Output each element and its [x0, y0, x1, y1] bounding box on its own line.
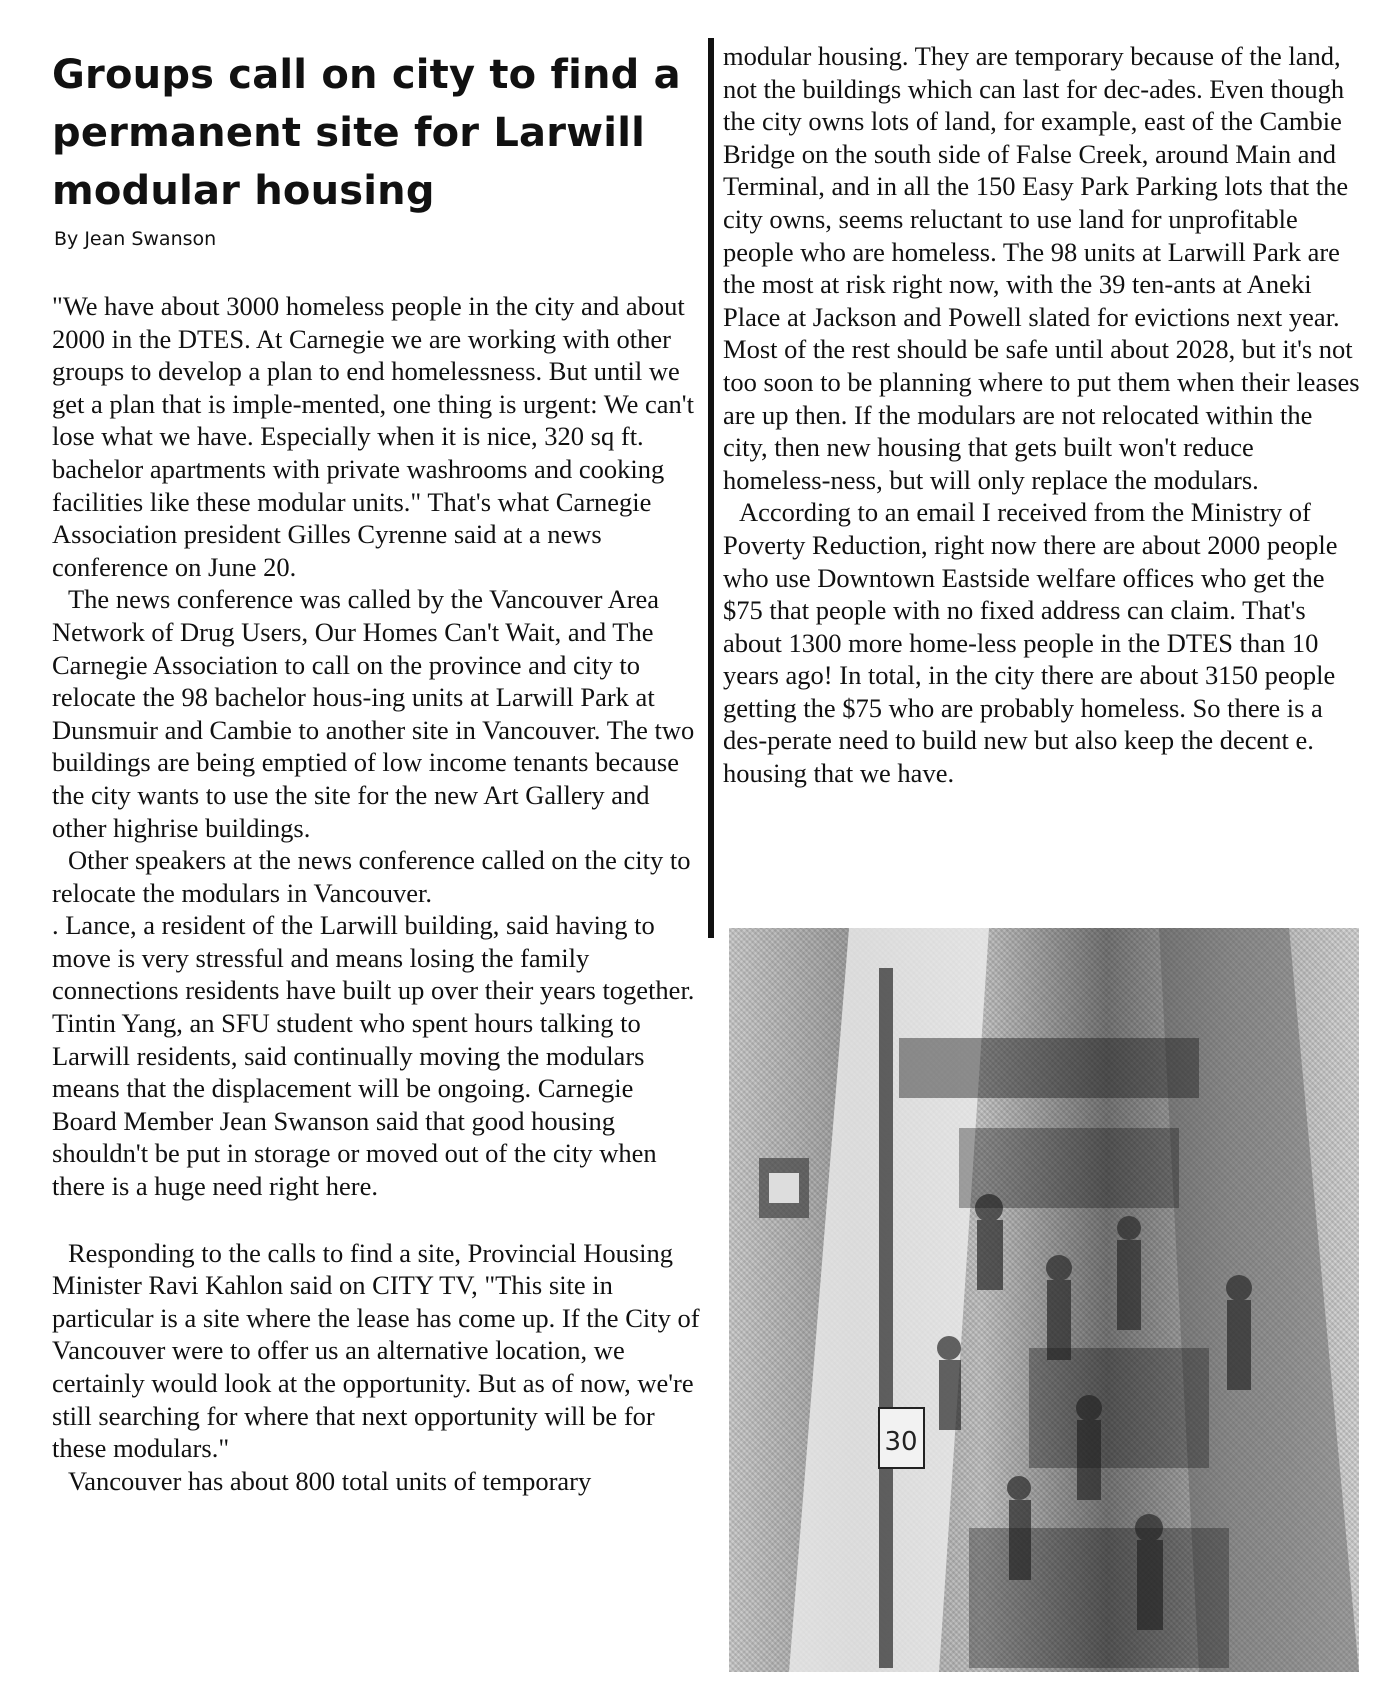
headline-line-1: Groups call on city to find a	[52, 52, 681, 98]
paragraph-lance-tintin: . Lance, a resident of the Larwill building, said having to move is very stressful and means losing the family connections residents have built up over their years together. Tintin Yang, an SFU student who spent hours talking to Larwill residents, said continually moving the modulars means that the displacement will be ongoing. Carnegie Board Member Jean Swanson said that good housing shouldn't be put in storage or moved out of the city when there is a huge need right here.	[52, 910, 695, 1202]
paragraph-other-speakers: Other speakers at the news conference called on the city to relocate the modulars in Vancouver.	[52, 845, 691, 908]
headline	[52, 46, 702, 220]
byline: By Jean Swanson	[54, 228, 217, 250]
street-photo	[729, 928, 1359, 1672]
headline-line-3: modular housing	[52, 168, 435, 214]
right-column	[723, 40, 1363, 790]
paragraph-modular-land: modular housing. They are temporary because of the land, not the buildings which can last for dec-ades. Even though the city owns lots of land, for example, east of the Cambie Bridge on the south side of False Creek, around Main and Terminal, and in all the 150 Easy Park Parking lots that the city owns, seems reluctant to use land for unprofitable people who are homeless. The 98 units at Larwill Park are the most at risk right now, with the 39 ten-ants at Aneki Place at Jackson and Powell slated for evictions next year. Most of the rest should be safe until about 2028, but it's not too soon to be planning where to put them when their leases are up then. If the modulars are not relocated within the city, then new housing that gets built won't reduce homeless-ness, but will only replace the modulars.	[723, 41, 1360, 495]
paragraph-minister-response: Responding to the calls to find a site, Provincial Housing Minister Ravi Kahlon said on CITY TV, "This site in particular is a site where the lease has come up. If the City of Vancouver were to offer us an alternative location, we certainly would look at the opportunity. But as of now, we're still searching for where that next opportunity will be for these modulars."	[52, 1237, 700, 1464]
speed-sign-text: 30	[884, 1427, 918, 1457]
left-column	[52, 46, 702, 1497]
paragraph-temporary-units: Vancouver has about 800 total units of temporary	[68, 1465, 592, 1496]
paragraph-ministry-email: According to an email I received from the Ministry of Poverty Reduction, right now there are about 2000 people who use Downtown Eastside welfare offices who get the $75 that people with no fixed address can claim. That's about 1300 more home-less people in the DTES than 10 years ago! In total, in the city there are about 3150 people getting the $75 who are probably homeless. So there is a des-perate need to build new but also keep the decent e. housing that we have.	[723, 497, 1338, 789]
column-divider	[708, 38, 714, 938]
paragraph-spacer	[52, 1203, 702, 1237]
headline-line-2: permanent site for Larwill	[52, 110, 646, 156]
paragraph-news-conference: The news conference was called by the Vancouver Area Network of Drug Users, Our Homes Can't Wait, and The Carnegie Association to call on the province and city to relocate the 98 bachelor hous-ing units at Larwill Park at Dunsmuir and Cambie to another site in Vancouver. The two buildings are being emptied of low income tenants because the city wants to use the site for the new Art Gallery and other highrise buildings.	[52, 584, 695, 843]
paragraph-quote-cyrenne: "We have about 3000 homeless people in the city and about 2000 in the DTES. At Carnegie we are working with other groups to develop a plan to end homelessness. But until we get a plan that is imple-mented, one thing is urgent: We can't lose what we have. Especially when it is nice, 320 sq ft. bachelor apartments with private washrooms and cooking facilities like these modular units." That's what Carnegie Association president Gilles Cyrenne said at a news conference on June 20.	[52, 291, 694, 582]
street-photo-illustration	[729, 928, 1359, 1672]
